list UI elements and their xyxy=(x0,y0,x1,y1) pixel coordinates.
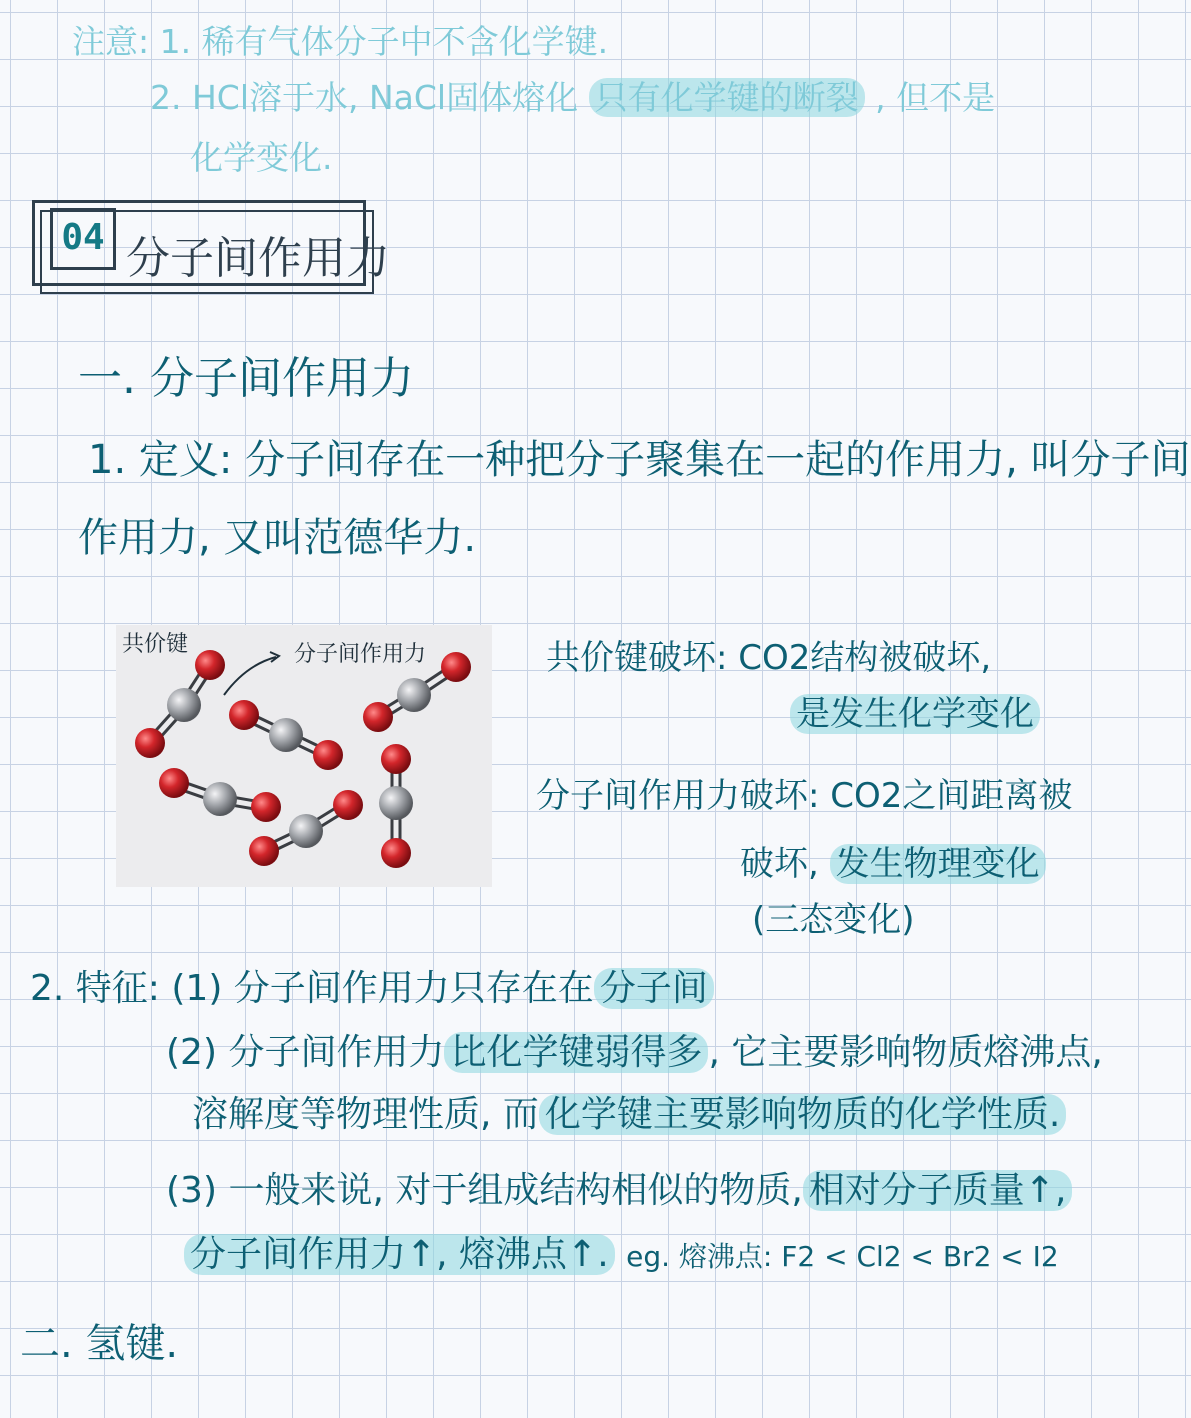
note-line-3: 化学变化. xyxy=(190,138,333,177)
feature-2-text-a: (2) 分子间作用力 xyxy=(166,1032,445,1073)
feature-1-text: 2. 特征: (1) 分子间作用力只存在在 xyxy=(30,968,594,1009)
feature-5-example: eg. 熔沸点: F2 < Cl2 < Br2 < I2 xyxy=(626,1240,1059,1273)
carbon-atom xyxy=(167,688,201,722)
definition-line-1: 1. 定义: 分子间存在一种把分子聚集在一起的作用力, 叫分子间 xyxy=(88,437,1191,483)
carbon-atom xyxy=(269,718,303,752)
co2-molecule-figure xyxy=(116,625,492,887)
feature-line-4 xyxy=(166,1162,1072,1213)
oxygen-atom xyxy=(363,702,393,732)
oxygen-atom xyxy=(195,650,225,680)
feature-line-5 xyxy=(184,1226,1059,1277)
oxygen-atom xyxy=(159,768,189,798)
covalent-break-note-1: 共价键破坏: CO2结构被破坏, xyxy=(546,638,992,678)
covalent-break-note-2 xyxy=(790,686,1040,735)
feature-2-highlight: 比化学键弱得多 xyxy=(444,1032,708,1073)
oxygen-atom xyxy=(441,652,471,682)
section-number: 04 xyxy=(50,208,116,270)
note-line-1: 注意: 1. 稀有气体分子中不含化学键. xyxy=(72,22,609,61)
carbon-atom xyxy=(379,786,413,820)
chemical-change-highlight: 是发生化学变化 xyxy=(790,694,1040,734)
oxygen-atom xyxy=(251,792,281,822)
feature-4-highlight: 相对分子质量↑, xyxy=(803,1170,1073,1211)
physical-change-highlight: 发生物理变化 xyxy=(830,844,1046,884)
definition-line-2: 作用力, 又叫范德华力. xyxy=(78,515,477,561)
covalent-bond-label: 共价键 xyxy=(122,632,189,657)
feature-3-highlight: 化学键主要影响物质的化学性质. xyxy=(539,1094,1066,1135)
note-line-2-c: , 但不是 xyxy=(875,78,996,117)
intermolecular-break-note-2a: 破坏, xyxy=(740,844,819,884)
feature-line-3 xyxy=(192,1086,1066,1137)
feature-3-text-a: 溶解度等物理性质, 而 xyxy=(192,1094,539,1135)
heading-1: 一. 分子间作用力 xyxy=(78,353,414,404)
oxygen-atom xyxy=(249,836,279,866)
intermolecular-break-note-2 xyxy=(740,836,1046,885)
note-line-2-highlight: 只有化学键的断裂 xyxy=(589,78,865,117)
oxygen-atom xyxy=(381,838,411,868)
oxygen-atom xyxy=(333,790,363,820)
note-line-2-a: 2. HCl溶于水, NaCl固体熔化 xyxy=(150,78,579,117)
oxygen-atom xyxy=(313,740,343,770)
intermolecular-force-label: 分子间作用力 xyxy=(294,642,427,667)
feature-line-1 xyxy=(30,960,714,1011)
feature-5-highlight: 分子间作用力↑, 熔沸点↑. xyxy=(184,1234,615,1275)
oxygen-atom xyxy=(135,728,165,758)
feature-2-text-c: , 它主要影响物质熔沸点, xyxy=(708,1032,1103,1073)
oxygen-atom xyxy=(381,744,411,774)
feature-1-highlight: 分子间 xyxy=(594,968,714,1009)
note-line-2 xyxy=(150,72,995,119)
carbon-atom xyxy=(203,782,237,816)
oxygen-atom xyxy=(229,700,259,730)
feature-line-2 xyxy=(166,1024,1103,1075)
state-change-note: (三态变化) xyxy=(752,900,915,940)
heading-2: 二. 氢键. xyxy=(20,1321,179,1367)
intermolecular-break-note-1: 分子间作用力破坏: CO2之间距离被 xyxy=(536,776,1073,816)
feature-4-text-a: (3) 一般来说, 对于组成结构相似的物质, xyxy=(166,1170,803,1211)
section-title: 分子间作用力 xyxy=(126,233,390,284)
carbon-atom xyxy=(397,678,431,712)
carbon-atom xyxy=(289,814,323,848)
